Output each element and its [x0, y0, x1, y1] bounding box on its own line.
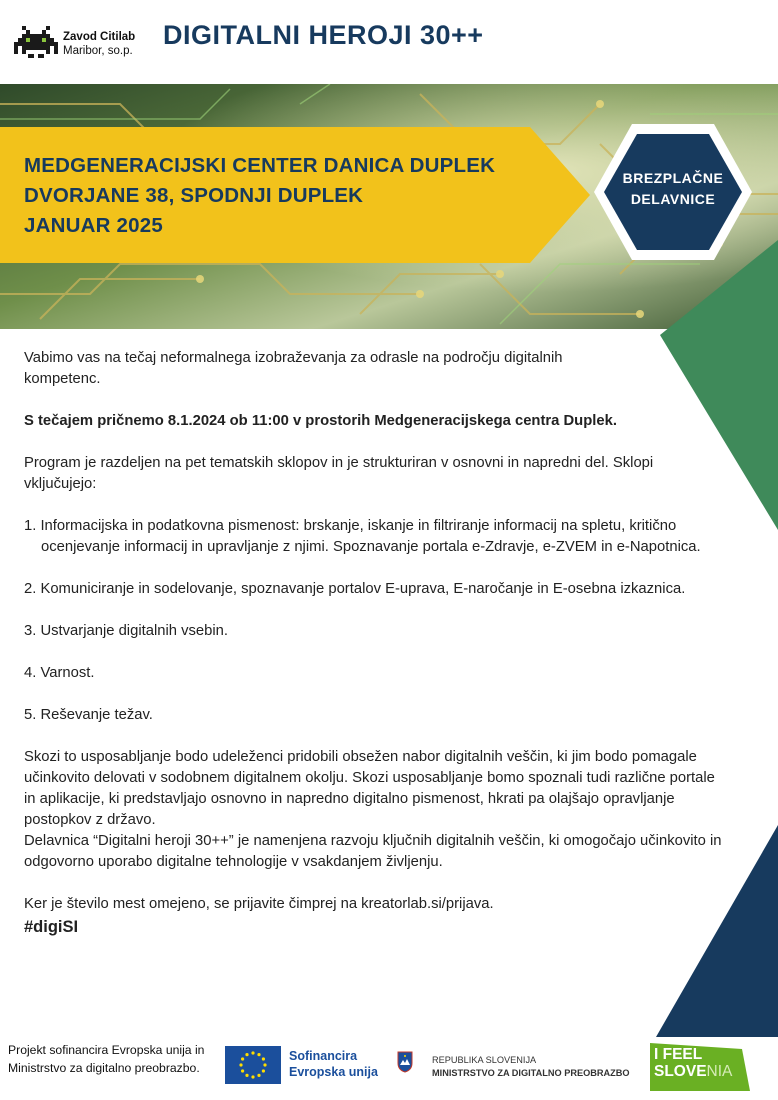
ministry-line2: MINISTRSTVO ZA DIGITALNO PREOBRAZBO: [432, 1068, 630, 1078]
funding-note: Projekt sofinancira Evropska unija in Ministrstvo za digitalno preobrazbo.: [8, 1043, 205, 1075]
topic-item: 3. Ustvarjanje digitalnih vsebin.: [24, 623, 228, 639]
organization-name: [63, 30, 135, 58]
venue-name: MEDGENERACIJSKI CENTER DANICA DUPLEK: [24, 154, 496, 177]
page-title: DIGITALNI HEROJI 30++: [163, 20, 484, 50]
ifeel-line2: [654, 1063, 732, 1080]
topic-item: 2. Komuniciranje in sodelovanje, spoznavanje portalov E-uprava, E-naročanje in E-osebna izkaznica.: [24, 581, 686, 597]
invitation-body: [24, 348, 724, 939]
summary-paragraph: Skozi to usposabljanje bodo udeleženci pridobili obsežen nabor digitalnih veščin, ki jim bodo pomagale učinkovito delovati v sodobnem digitalnem okolju. Skozi usposabljanje bomo spoznali tudi različne portale in aplikacije, ki predstavljajo osnovno in napredno digitalno pismenost, hkrati pa olajšajo opravljanje postopkov z državo.: [24, 749, 715, 828]
eu-cofunding-label: [289, 1048, 378, 1080]
badge-line1: BREZPLAČNE: [622, 170, 724, 186]
eu-flag-icon: [225, 1046, 281, 1084]
workshop-description: Delavnica “Digitalni heroji 30++” je namenjena razvoju ključnih digitalnih veščin, ki omogočajo učinkovito in odgovorno uporabo digitalne tehnologije v vsakdanjem življenju.: [24, 833, 722, 870]
ifeel-line2-bold: SLOVE: [654, 1063, 707, 1080]
badge-text: [592, 168, 754, 210]
event-month: JANUAR 2025: [24, 214, 163, 237]
event-details: [24, 151, 495, 241]
ifeel-line1: I FEEL: [654, 1046, 703, 1063]
citilab-logo-icon: [14, 26, 58, 60]
program-paragraph: Program je razdeljen na pet tematskih sklopov in je strukturiran v osnovni in napredni del. Sklopi vključujejo:: [24, 455, 654, 492]
registration-note: Ker je število mest omejeno, se prijavite čimprej na kreatorlab.si/prijava.: [24, 896, 494, 912]
ministry-line1: REPUBLIKA SLOVENIJA: [432, 1055, 537, 1065]
topic-list: [24, 516, 724, 726]
i-feel-slovenia-text: [654, 1046, 732, 1080]
org-name-line2: Maribor, so.p.: [63, 45, 133, 57]
venue-address: DVORJANE 38, SPODNJI DUPLEK: [24, 184, 364, 207]
badge-line2: DELAVNICE: [630, 191, 716, 207]
hashtag: #digiSI: [24, 918, 79, 936]
eu-line2: Evropska unija: [289, 1065, 378, 1079]
org-name-line1: Zavod Citilab: [63, 31, 136, 43]
topic-item: 4. Varnost.: [24, 665, 95, 681]
ifeel-line2-light: NIA: [706, 1063, 733, 1080]
slovenia-crest-icon: [397, 1051, 413, 1073]
eu-line1: Sofinancira: [289, 1049, 358, 1063]
ministry-label: [432, 1054, 630, 1080]
topic-item: 1. Informacijska in podatkovna pismenost: brskanje, iskanje in filtriranje informacij na spletu, kritično ocenjevanje informacij in upravljanje z njimi. Spoznavanje portala e-Zdravje, e-ZVEM in e-Napotnica.: [24, 518, 701, 555]
start-date-paragraph: S tečajem pričnemo 8.1.2024 ob 11:00 v prostorih Medgeneracijskega centra Duplek.: [24, 413, 617, 429]
topic-item: 5. Reševanje težav.: [24, 707, 153, 723]
intro-paragraph: Vabimo vas na tečaj neformalnega izobraževanja za odrasle na področju digitalnih kompetenc.: [24, 350, 563, 387]
